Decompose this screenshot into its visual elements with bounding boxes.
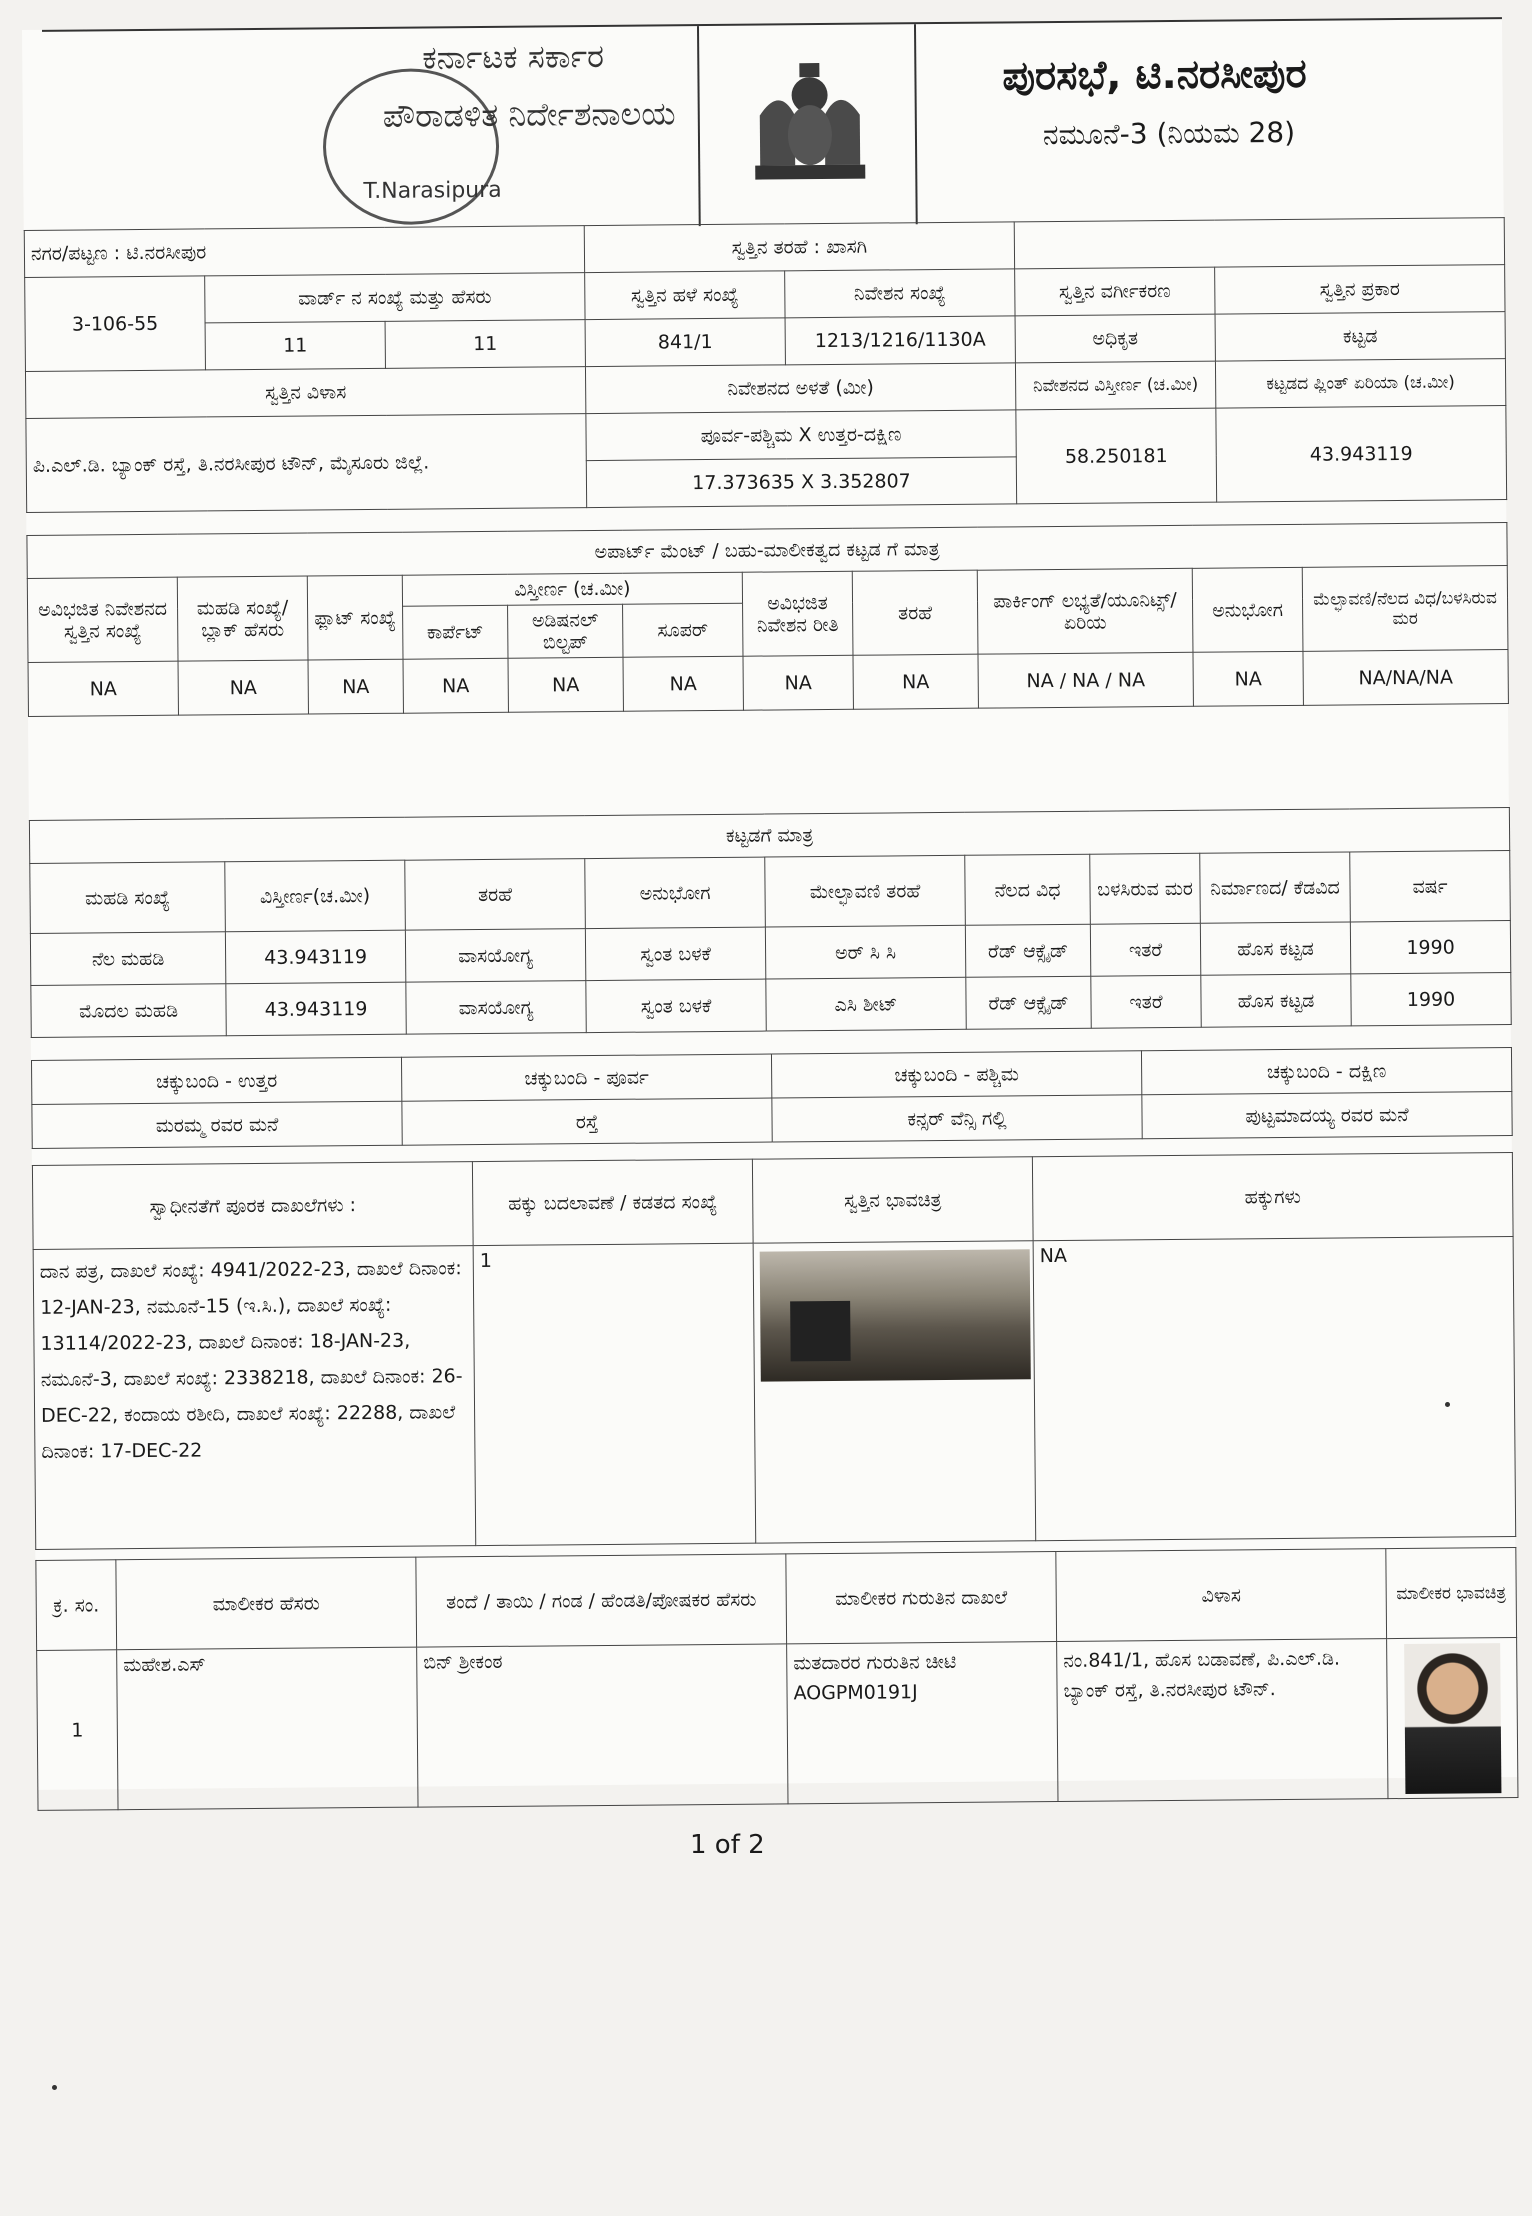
owner-col-id: ಮಾಲೀಕರ ಗುರುತಿನ ದಾಖಲೆ [786,1552,1057,1644]
boundary-west-header: ಚಕ್ಕುಬಂದಿ - ಪಶ್ಚಿಮ [771,1051,1141,1098]
rights-header: ಹಕ್ಕುಗಳು [1032,1153,1513,1241]
mutation-no: 1 [473,1243,756,1545]
owner-photo-cell [1387,1638,1518,1799]
office-title: ಪುರಸಭೆ, ಟಿ.ನರಸೀಪುರ [1002,50,1307,100]
owner-sl: 1 [37,1650,118,1811]
bld-col-6: ಬಳಸಿರುವ ಮರ [1090,853,1201,924]
apt-col-5: ಅಡಿಷನಲ್ ಬಿಲ್ಟಪ್ [508,604,623,658]
boundary-east: ರಸ್ತೆ [402,1098,772,1145]
old-no-header: ಸ್ವತ್ತಿನ ಹಳೆ ಸಂಖ್ಯೆ [585,271,785,320]
apt-val-8: NA / NA / NA [978,652,1193,708]
site-no: 1213/1216/1130A [785,316,1015,365]
owner-address: ನಂ.841/1, ಹೊಸ ಬಡಾವಣೆ, ಪಿ.ಎಲ್.ಡಿ. ಬ್ಯಾಂಕ್ ರಸ್ತೆ, ತಿ.ನರಸೀಪುರ ಟೌನ್. [1057,1639,1388,1802]
floor-name: ಮೊದಲ ಮಹಡಿ [31,984,226,1038]
apartment-table [26,522,1509,717]
category: ಅಧಿಕೃತ [1015,314,1215,363]
apt-val-3: NA [403,658,508,713]
property-address: ಪಿ.ಎಲ್.ಡಿ. ಬ್ಯಾಂಕ್ ರಸ್ತೆ, ತಿ.ನರಸೀಪುರ ಟೌನ್, ಮೈಸೂರು ಜಿಲ್ಲೆ. [26,414,587,513]
apt-col-10: ಅನುಭೋಗ [1192,567,1303,652]
office-seal [82,26,684,231]
floor-type: ವಾಸಯೋಗ್ಯ [405,929,585,983]
kind-header: ಸ್ವತ್ತಿನ ಪ್ರಕಾರ [1215,265,1505,315]
speck [52,2085,57,2090]
apt-col-6: ಸೂಪರ್ [623,603,743,657]
owner-id-type: ಮತದಾರರ ಗುರುತಿನ ಚೀಟಿ [793,1650,957,1675]
apt-col-8: ತರಹೆ [852,570,978,655]
site-area: 58.250181 [1016,408,1217,504]
seal-line-2: ಪೌರಾಡಳಿತ ನಿರ್ದೇಶನಾಲಯ [382,94,676,135]
floor-construction: ಹೊಸ ಕಟ್ಟಡ [1200,922,1350,975]
building-table [29,807,1512,1038]
property-record-page [22,17,1517,1790]
form-number: ನಮೂನೆ-3 (ನಿಯಮ 28) [1042,115,1296,152]
seal-line-1: ಕರ್ನಾಟಕ ಸರ್ಕಾರ [422,36,605,77]
property-info-table [24,217,1507,513]
documents-table [32,1152,1516,1550]
apt-val-4: NA [508,657,623,712]
owners-table [35,1547,1518,1811]
seal-line-3: T.Narasipura [363,177,502,205]
emblem-box [697,24,918,226]
floor-name: ನೆಲ ಮಹಡಿ [30,932,225,986]
bld-col-2: ತರಹೆ [405,859,586,931]
bld-col-5: ನೆಲದ ವಿಧ [965,854,1091,925]
apt-col-11: ಮೆಲ್ಛಾವಣಿ/ನೆಲದ ವಿಧ/ಬಳಸಿರುವ ಮರ [1302,566,1508,652]
floor-area: 43.943119 [226,982,406,1036]
apartment-title: ಅಪಾರ್ಟ್ ಮೆಂಟ್ / ಬಹು-ಮಾಲೀಕತ್ವದ ಕಟ್ಟಡ ಗೆ ಮಾತ್ರ [27,523,1507,579]
floor-wood: ಇತರೆ [1091,975,1201,1028]
city-label: ನಗರ/ಪಟ್ಟಣ : ಟಿ.ನರಸೀಪುರ [24,226,584,278]
boundary-south: ಪುಟ್ಟಮಾದಯ್ಯ ರವರ ಮನೆ [1142,1092,1512,1139]
built-area-header: ಕಟ್ಟಡದ ಪ್ಲಿಂತ್ ಏರಿಯಾ (ಚ.ಮೀ) [1215,359,1505,409]
owner-name: ಮಹೇಶ.ಎಸ್ [117,1647,418,1810]
apt-val-6: NA [743,655,853,710]
floor-usage: ಸ್ವಂತ ಬಳಕೆ [586,979,766,1033]
owner-photo [1404,1643,1501,1794]
floor-year: 1990 [1351,973,1511,1026]
property-photo [760,1249,1031,1381]
supporting-docs: ದಾನ ಪತ್ರ, ದಾಖಲೆ ಸಂಖ್ಯೆ: 4941/2022-23, ದಾಖಲೆ ದಿನಾಂಕ: 12-JAN-23, ನಮೂನೆ-15 (ಇ.ಸಿ.), ದಾಖಲೆ ಸಂಖ್ಯೆ: 13114/2022-23, ದಾಖಲೆ ದಿನಾಂಕ: 18-JAN-23, ನಮೂನೆ-3, ದಾಖಲೆ ಸಂಖ್ಯೆ: 2338218, ದಾಖಲೆ ದಿನಾಂಕ: 26-DEC-22, ಕಂದಾಯ ರಶೀದಿ, ದಾಖಲೆ ಸಂಖ್ಯೆ: 22288, ದಾಖಲೆ ದಿನಾಂಕ: 17-DEC-22 [33,1246,476,1550]
floor-type: ವಾಸಯೋಗ್ಯ [406,981,586,1035]
apt-val-10: NA/NA/NA [1303,650,1508,706]
apt-val-7: NA [853,654,978,709]
apt-val-5: NA [623,656,743,711]
old-no: 841/1 [585,318,785,367]
ward-header: ವಾರ್ಡ್ ನ ಸಂಖ್ಯೆ ಮತ್ತು ಹೆಸರು [205,273,585,323]
apt-col-3: ವಿಸ್ತೀರ್ಣ (ಚ.ಮೀ) [402,572,742,606]
boundary-west: ಕನ್ಸರ್ ವೆನ್ಸಿ ಗಲ್ಲಿ [772,1095,1142,1142]
apt-col-7: ಅವಿಭಜಿತ ನಿವೇಶನ ರೀತಿ [742,571,853,656]
apt-val-1: NA [178,660,308,715]
kind: ಕಟ್ಟಡ [1215,312,1505,362]
owner-id-cell [787,1642,1058,1804]
document-header [42,17,1504,242]
state-emblem-icon [739,55,880,186]
table-row [37,1638,1518,1811]
floor-usage: ಸ್ವಂತ ಬಳಕೆ [585,927,765,981]
boundary-south-header: ಚಕ್ಕುಬಂದಿ - ದಕ್ಷಿಣ [1141,1048,1511,1095]
apt-col-0: ಅವಿಭಜಿತ ನಿವೇಶನದ ಸ್ವತ್ತಿನ ಸಂಖ್ಯೆ [27,577,178,662]
apt-col-4: ಕಾರ್ಪೆಟ್ [403,605,508,659]
boundary-east-header: ಚಕ್ಕುಬಂದಿ - ಪೂರ್ವ [401,1054,771,1101]
owner-relation: ಬಿನ್ ಶ್ರೀಕಂಠ [417,1644,788,1807]
address-header: ಸ್ವತ್ತಿನ ವಿಳಾಸ [25,367,585,419]
apt-col-2: ಫ್ಲಾಟ್ ಸಂಖ್ಯೆ [307,575,403,660]
property-photo-cell [753,1241,1036,1543]
floor-wood: ಇತರೆ [1090,923,1200,976]
page-number: 1 of 2 [690,1830,765,1860]
owner-col-address: ವಿಳಾಸ [1056,1549,1387,1642]
category-header: ಸ್ವತ್ತಿನ ವರ್ಗೀಕರಣ [1015,267,1215,316]
apt-val-2: NA [308,659,403,714]
built-area: 43.943119 [1216,406,1507,503]
mutation-header: ಹಕ್ಕು ಬದಲಾವಣೆ / ಕಡತದ ಸಂಖ್ಯೆ [472,1159,753,1245]
floor-construction: ಹೊಸ ಕಟ್ಟಡ [1201,974,1351,1027]
apt-val-9: NA [1193,651,1303,706]
owner-col-photo: ಮಾಲೀಕರ ಭಾವಚಿತ್ರ [1386,1548,1517,1639]
bld-col-4: ಮೇಲ್ಛಾವಣಿ ತರಹೆ [765,855,966,927]
floor-roof: ಎಸಿ ಶೀಟ್ [766,977,966,1031]
apt-col-1: ಮಹಡಿ ಸಂಖ್ಯೆ/ಬ್ಲಾಕ್ ಹೆಸರು [177,576,308,661]
building-title: ಕಟ್ಟಡಗೆ ಮಾತ್ರ [29,808,1509,864]
bld-col-3: ಅನುಭೋಗ [585,857,766,929]
site-no-header: ನಿವೇಶನ ಸಂಖ್ಯೆ [785,269,1015,318]
bld-col-0: ಮಹಡಿ ಸಂಖ್ಯೆ [30,862,226,934]
site-area-header: ನಿವೇಶನದ ವಿಸ್ತೀರ್ಣ (ಚ.ಮೀ) [1015,361,1215,410]
bld-col-1: ವಿಸ್ತೀರ್ಣ(ಚ.ಮೀ) [225,860,406,932]
bld-col-7: ನಿರ್ಮಾಣದ/ ಕೆಡವಿದ [1200,852,1351,923]
boundary-north: ಮರಮ್ಮ ರವರ ಮನೆ [32,1101,402,1148]
apt-val-0: NA [28,661,178,716]
floor-flooring: ರೆಡ್ ಆಕ್ಸೈಡ್ [965,924,1090,977]
ward-no: 11 [205,321,385,370]
rights-value: NA [1033,1237,1516,1541]
supporting-docs-header: ಸ್ವಾಧೀನತೆಗೆ ಪೂರಕ ದಾಖಲೆಗಳು : [32,1162,473,1250]
speck [1445,1402,1450,1407]
floor-year: 1990 [1350,921,1510,974]
owner-id-no: AOGPM0191J [793,1681,918,1705]
dim-sub: ಪೂರ್ವ-ಪಶ್ಚಿಮ X ಉತ್ತರ-ದಕ್ಷಿಣ [586,410,1016,461]
boundaries-table [31,1047,1513,1149]
floor-roof: ಅರ್ ಸಿ ಸಿ [765,925,965,979]
owner-col-name: ಮಾಲೀಕರ ಹೆಸರು [116,1557,417,1650]
floor-flooring: ರೆಡ್ ಆಕ್ಸೈಡ್ [966,976,1091,1029]
property-photo-header: ಸ್ವತ್ತಿನ ಭಾವಚಿತ್ರ [752,1157,1033,1243]
floor-area: 43.943119 [225,930,405,984]
owner-col-sl: ಕ್ರ. ಸಂ. [36,1560,117,1651]
apt-col-9: ಪಾರ್ಕಿಂಗ್ ಲಭ್ಯತೆ/ಯೂನಿಟ್ಸ್/ಏರಿಯ [977,568,1193,654]
dim-value: 17.373635 X 3.352807 [586,457,1016,508]
property-id: 3-106-55 [25,276,206,372]
boundary-north-header: ಚಕ್ಕುಬಂದಿ - ಉತ್ತರ [31,1057,401,1104]
property-type-label: ಸ್ವತ್ತಿನ ತರಹೆ : ಖಾಸಗಿ [584,222,1014,273]
ward-name: 11 [385,320,585,369]
dim-header: ನಿವೇಶನದ ಅಳತೆ (ಮೀ) [585,363,1015,414]
bld-col-8: ವರ್ಷ [1350,851,1511,922]
owner-col-relation: ತಂದೆ / ತಾಯಿ / ಗಂಡ / ಹೆಂಡತಿ/ಪೋಷಕರ ಹೆಸರು [416,1554,787,1647]
